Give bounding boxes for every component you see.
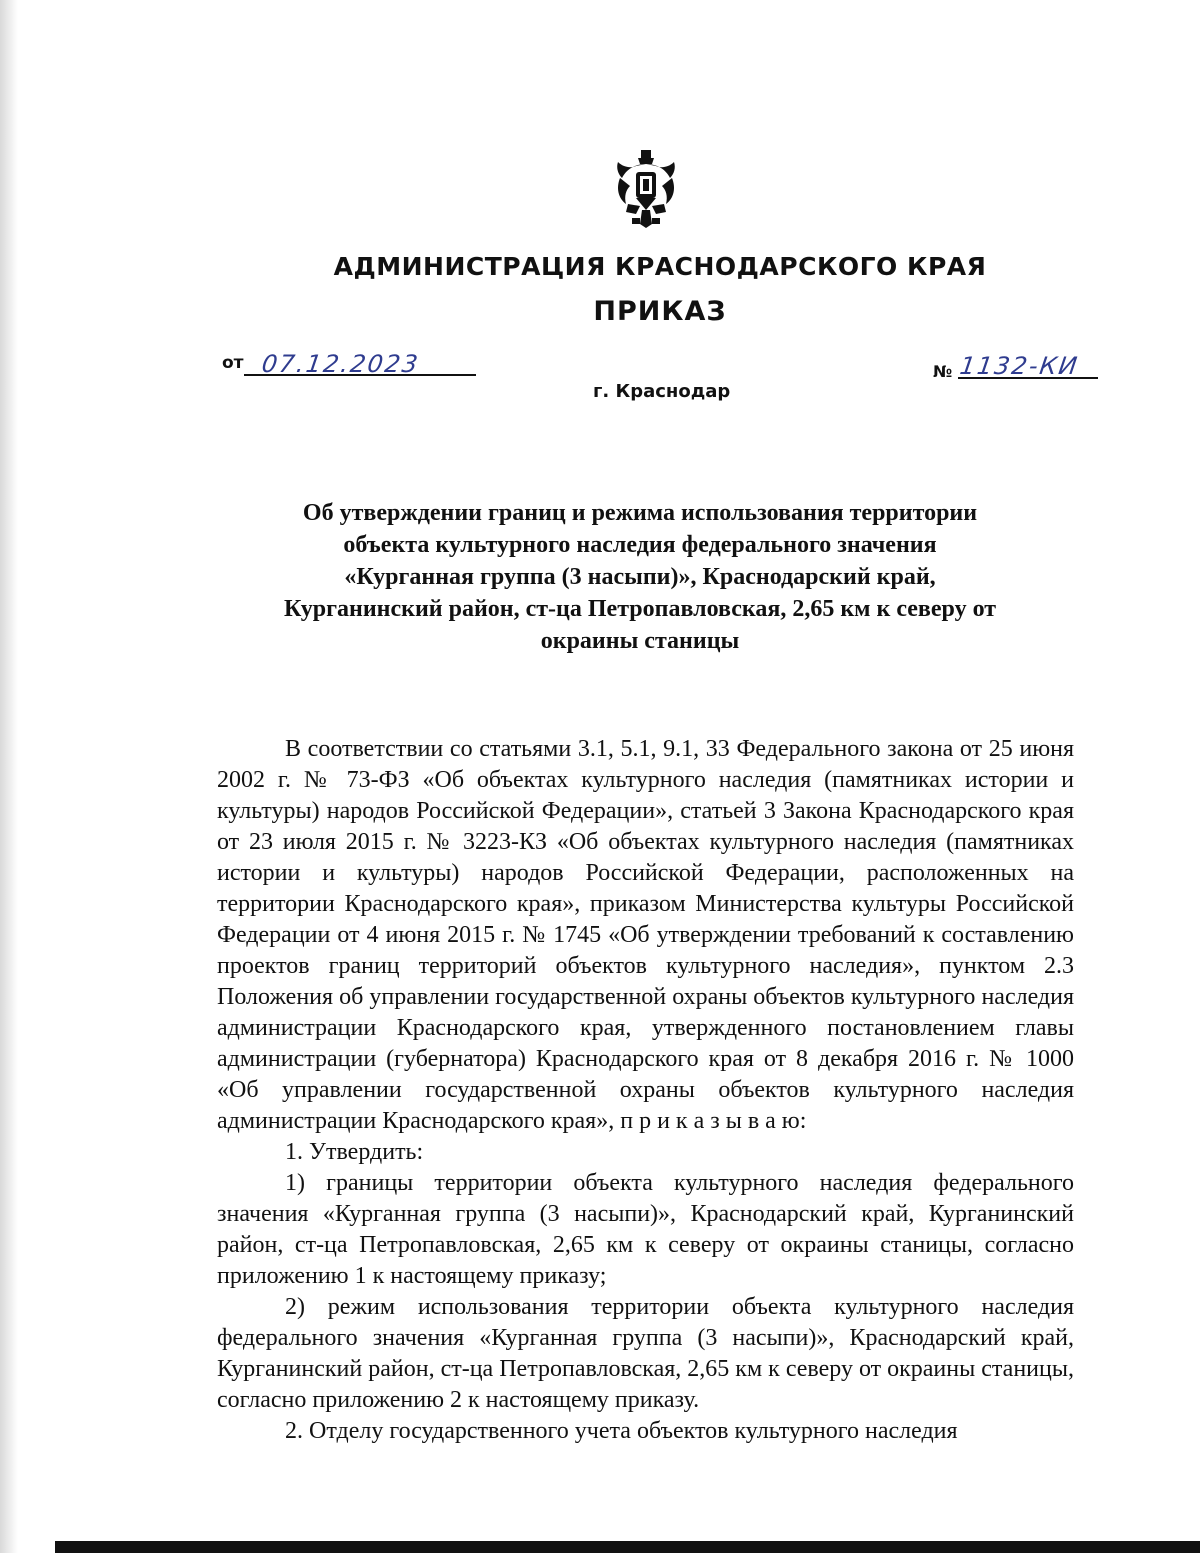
number-prefix: № — [933, 362, 953, 381]
subject-line: Об утверждении границ и режима использования территории — [302, 500, 978, 526]
body-paragraph: 2. Отделу государственного учета объектов культурного наследия — [285, 1418, 958, 1444]
body-paragraph: 2) режим использования территории объекта культурного наследия федерального значения «Курганная группа (3 насыпи)», Краснодарский край, Курганинский район, ст-ца Петропавловская, 2,65 км к северу от окраины станицы, согласно приложению 2 к настоящему приказу. — [217, 1294, 1074, 1413]
document-type: ПРИКАЗ — [593, 296, 727, 327]
document-body — [217, 734, 1074, 1447]
organization-title: АДМИНИСТРАЦИЯ КРАСНОДАРСКОГО КРАЯ — [333, 252, 987, 281]
scan-bottom-edge — [55, 1541, 1200, 1553]
number-handwritten: 1132-КИ — [958, 352, 1081, 380]
date-underline — [244, 374, 476, 376]
body-paragraph: 1) границы территории объекта культурного наследия федерального значения «Курганная группа (3 насыпи)», Краснодарский край, Курганинский район, ст-ца Петропавловская, 2,65 км к северу от окраины станицы, согласно приложению 1 к настоящему приказу; — [217, 1170, 1074, 1289]
body-paragraph: 1. Утвердить: — [285, 1139, 424, 1165]
body-paragraph: В соответствии со статьями 3.1, 5.1, 9.1, 33 Федерального закона от 25 июня 2002 г. № 73-ФЗ «Об объектах культурного наследия (памятниках истории и культуры) народов Российской Федерации», статьей 3 Закона Краснодарского края от 23 июля 2015 г. № 3223-КЗ «Об объектах культурного наследия (памятниках истории и культуры) народов Российской Федерации, расположенных на территории Краснодарского края», приказом Министерства культуры Российской Федерации от 4 июня 2015 г. № 1745 «Об утверждении требований к составлению проектов границ территорий объектов культурного наследия», пунктом 2.3 Положения об управлении государственной охраны объектов культурного наследия администрации Краснодарского края, утвержденного постановлением главы администрации (губернатора) Краснодарского края от 8 декабря 2016 г. № 1000 «Об управлении государственной охраны объектов культурного наследия администрации Краснодарского края», п р и к а з ы в а ю: — [217, 736, 1074, 1134]
subject-line: «Курганная группа (3 насыпи)», Краснодарский край, — [344, 564, 936, 590]
subject-line: объекта культурного наследия федерального значения — [343, 532, 937, 558]
subject-line: окраины станицы — [540, 628, 740, 654]
date-prefix: от — [222, 353, 244, 373]
document-subject — [240, 497, 1040, 657]
subject-line: Курганинский район, ст-ца Петропавловская, 2,65 км к северу от — [283, 596, 997, 622]
city-name: г. Краснодар — [593, 381, 731, 402]
coat-of-arms-icon — [614, 148, 678, 230]
scan-edge-shadow — [0, 0, 18, 1553]
number-underline — [958, 377, 1098, 379]
date-handwritten: 07.12.2023 — [260, 350, 422, 378]
